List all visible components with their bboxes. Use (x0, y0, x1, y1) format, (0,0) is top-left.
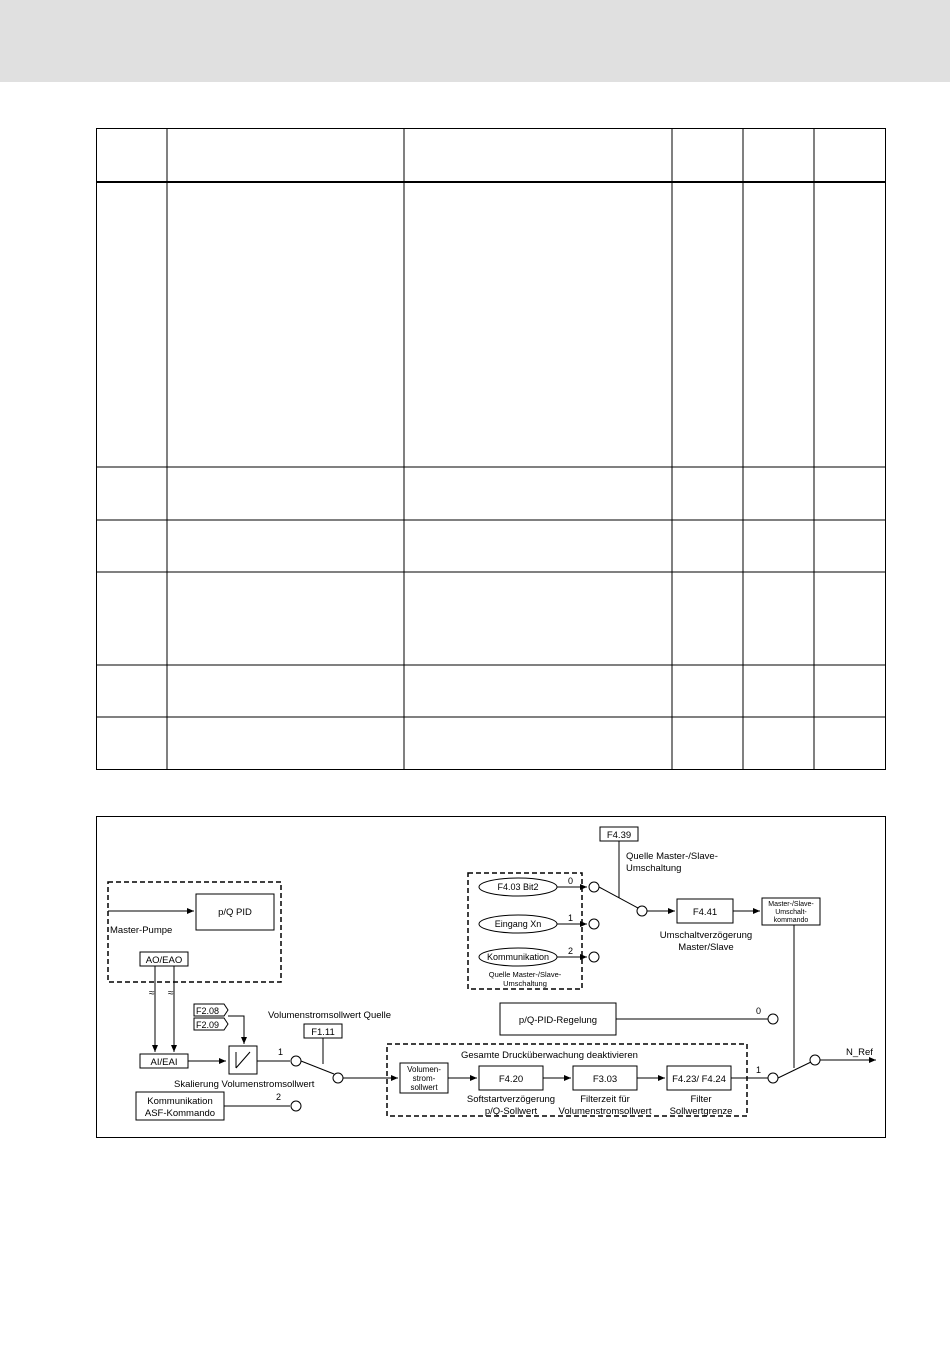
flow-selector-switch (301, 1061, 334, 1074)
f441-label: F4.41 (692, 907, 718, 918)
master-slave-switch-out (637, 906, 647, 916)
column-dividers (167, 128, 814, 770)
vol-setpoint-line1: Volumen- (407, 1065, 441, 1074)
delay-caption-line1: Umschaltverzögerung (659, 930, 753, 941)
ao-eao-label: AO/EAO (145, 955, 183, 966)
node-sel-1 (589, 919, 599, 929)
master-slave-source-line2: Umschaltung (626, 863, 682, 874)
sel-1: 1 (568, 913, 574, 923)
f420-label: F4.20 (498, 1074, 524, 1085)
kommunikation-label: Kommunikation (486, 952, 550, 962)
ms-cmd-line3: kommando (773, 917, 809, 924)
node-sel-2 (589, 952, 599, 962)
eingang-xn-label: Eingang Xn (494, 919, 542, 929)
f303-caption-line1: Filterzeit für (580, 1094, 630, 1105)
node-in-1 (291, 1056, 301, 1066)
sel-2: 2 (568, 946, 574, 956)
node-in-2 (291, 1101, 301, 1111)
isolation-mark-left: ≈ (149, 988, 155, 999)
pid-out-0: 0 (756, 1006, 762, 1016)
node-final-1 (768, 1073, 778, 1083)
pressure-monitor-caption: Gesamte Drucküberwachung deaktivieren (461, 1050, 638, 1061)
ms-cmd-line1: Master-/Slave- (768, 901, 814, 908)
f420-caption-line1: Softstartverzögerung (466, 1094, 556, 1105)
control-block-diagram (96, 816, 886, 1138)
scaling-caption: Skalierung Volumenstromsollwert (174, 1079, 315, 1090)
f423-caption-line2: Sollwertgrenze (669, 1106, 733, 1117)
delay-caption-line2: Master/Slave (678, 942, 734, 953)
vol-setpoint-line3: sollwert (410, 1083, 438, 1092)
final-in-1: 1 (756, 1065, 762, 1075)
switch-in-2: 2 (276, 1092, 282, 1102)
kommunikation-asf-line1: Kommunikation (147, 1096, 213, 1107)
f303-label: F3.03 (592, 1074, 618, 1085)
sel-0: 0 (568, 876, 574, 886)
pq-pid-regelung-label: p/Q-PID-Regelung (518, 1015, 598, 1026)
f423-caption-line1: Filter (690, 1094, 712, 1105)
pq-pid-label: p/Q PID (218, 907, 252, 918)
ai-eai-label: AI/EAI (150, 1057, 178, 1068)
switch-in-1: 1 (278, 1047, 284, 1057)
f209-label: F2.09 (196, 1020, 220, 1030)
page-header-band (0, 0, 950, 82)
final-switch-out (810, 1055, 820, 1065)
master-slave-source-line1: Quelle Master-/Slave- (626, 851, 718, 862)
flow-source-caption: Volumenstromsollwert Quelle (268, 1010, 392, 1021)
small-source-line1: Quelle Master-/Slave- (488, 970, 562, 979)
table-border (97, 129, 886, 770)
small-source-line2: Umschaltung (503, 979, 547, 988)
f208-label: F2.08 (196, 1006, 220, 1016)
parameter-table (96, 128, 886, 770)
ms-cmd-line2: Umschalt- (775, 909, 807, 916)
kommunikation-asf-line2: ASF-Kommando (144, 1108, 216, 1119)
f423-label: F4.23/ F4.24 (672, 1074, 726, 1085)
row-dividers (96, 467, 886, 717)
f439-label: F4.39 (606, 830, 632, 841)
f403-bit2-label: F4.03 Bit2 (497, 882, 539, 892)
vol-setpoint-line2: strom- (412, 1074, 436, 1083)
node-pid-0 (768, 1014, 778, 1024)
n-ref-label: N_Ref (846, 1047, 873, 1058)
flow-switch-out (333, 1073, 343, 1083)
isolation-mark-right: ≈ (168, 988, 174, 999)
f303-caption-line2: Volumenstromsollwert (558, 1106, 652, 1117)
node-sel-0 (589, 882, 599, 892)
master-pump-label: Master-Pumpe (110, 925, 173, 936)
f111-label: F1.11 (311, 1027, 335, 1038)
f420-caption-line2: p/Q-Sollwert (484, 1106, 538, 1117)
